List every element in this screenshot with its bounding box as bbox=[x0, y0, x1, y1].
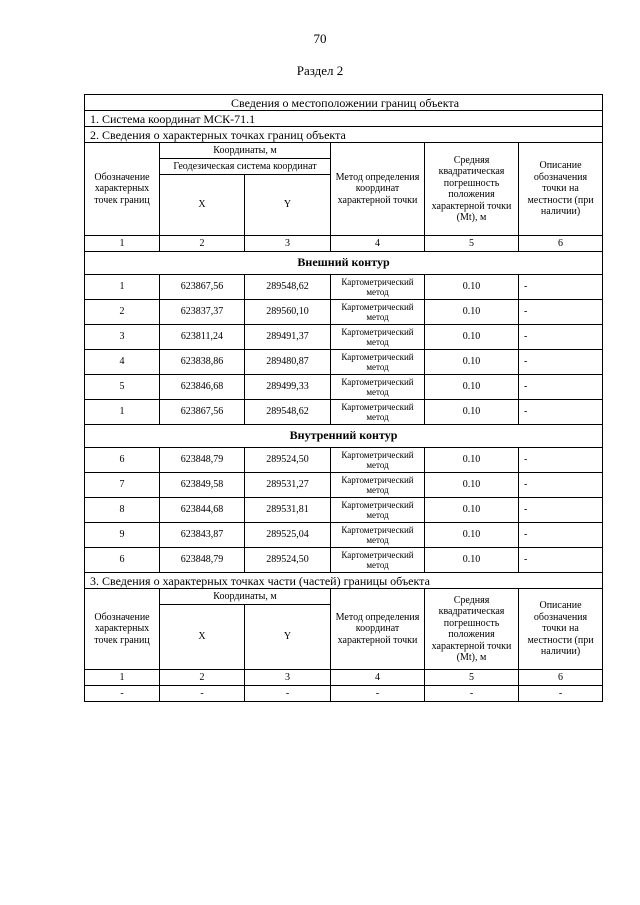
x-coordinate-cell: 623867,56 bbox=[160, 275, 245, 300]
method-cell: Картометрический метод bbox=[331, 375, 425, 400]
table-row bbox=[85, 275, 603, 300]
point-cell: 9 bbox=[85, 523, 160, 548]
parts-heading: 3. Сведения о характерных точках части (частей) границы объекта bbox=[85, 573, 603, 589]
table-row bbox=[85, 300, 603, 325]
accuracy-cell: 0.10 bbox=[425, 548, 519, 573]
empty-cell: - bbox=[425, 686, 519, 702]
column-number: 1 bbox=[85, 670, 160, 686]
description-cell: - bbox=[519, 548, 603, 573]
column-number: 5 bbox=[425, 236, 519, 252]
header-description: Описание обозначения точки на местности (при наличии) bbox=[519, 143, 603, 236]
empty-cell: - bbox=[245, 686, 331, 702]
y-coordinate-cell: 289480,87 bbox=[245, 350, 331, 375]
column-number: 4 bbox=[331, 670, 425, 686]
x-coordinate-cell: 623843,87 bbox=[160, 523, 245, 548]
description-cell: - bbox=[519, 498, 603, 523]
method-cell: Картометрический метод bbox=[331, 523, 425, 548]
table-row bbox=[85, 375, 603, 400]
y-coordinate-cell: 289525,04 bbox=[245, 523, 331, 548]
x-coordinate-cell: 623844,68 bbox=[160, 498, 245, 523]
method-cell: Картометрический метод bbox=[331, 300, 425, 325]
accuracy-cell: 0.10 bbox=[425, 400, 519, 425]
table-row bbox=[85, 350, 603, 375]
y-coordinate-cell: 289531,81 bbox=[245, 498, 331, 523]
table-row bbox=[85, 523, 603, 548]
header-x: X bbox=[160, 605, 245, 670]
accuracy-cell: 0.10 bbox=[425, 300, 519, 325]
x-coordinate-cell: 623838,86 bbox=[160, 350, 245, 375]
outer-contour-label: Внешний контур bbox=[85, 252, 603, 275]
point-cell: 4 bbox=[85, 350, 160, 375]
empty-cell: - bbox=[519, 686, 603, 702]
header-coordinates: Координаты, м bbox=[160, 143, 331, 159]
x-coordinate-cell: 623849,58 bbox=[160, 473, 245, 498]
header-designation: Обозначение характерных точек границ bbox=[85, 143, 160, 236]
accuracy-cell: 0.10 bbox=[425, 473, 519, 498]
description-cell: - bbox=[519, 325, 603, 350]
accuracy-cell: 0.10 bbox=[425, 523, 519, 548]
empty-cell: - bbox=[160, 686, 245, 702]
description-cell: - bbox=[519, 375, 603, 400]
table-row bbox=[85, 548, 603, 573]
point-cell: 6 bbox=[85, 548, 160, 573]
column-number: 3 bbox=[245, 236, 331, 252]
point-cell: 5 bbox=[85, 375, 160, 400]
table-row bbox=[85, 325, 603, 350]
description-cell: - bbox=[519, 523, 603, 548]
header-y: Y bbox=[245, 605, 331, 670]
header-method: Метод определения координат характерной точки bbox=[331, 143, 425, 236]
method-cell: Картометрический метод bbox=[331, 275, 425, 300]
x-coordinate-cell: 623867,56 bbox=[160, 400, 245, 425]
header-x: X bbox=[160, 175, 245, 236]
method-cell: Картометрический метод bbox=[331, 448, 425, 473]
x-coordinate-cell: 623837,37 bbox=[160, 300, 245, 325]
header-method: Метод определения координат характерной точки bbox=[331, 589, 425, 670]
column-number: 4 bbox=[331, 236, 425, 252]
y-coordinate-cell: 289499,33 bbox=[245, 375, 331, 400]
description-cell: - bbox=[519, 350, 603, 375]
header-coordinates: Координаты, м bbox=[160, 589, 331, 605]
method-cell: Картометрический метод bbox=[331, 498, 425, 523]
inner-contour-label: Внутренний контур bbox=[85, 425, 603, 448]
points-heading: 2. Сведения о характерных точках границ объекта bbox=[85, 127, 603, 143]
accuracy-cell: 0.10 bbox=[425, 350, 519, 375]
x-coordinate-cell: 623848,79 bbox=[160, 448, 245, 473]
page-number: 70 bbox=[313, 31, 327, 46]
section-label: Раздел 2 bbox=[296, 63, 344, 78]
method-cell: Картометрический метод bbox=[331, 473, 425, 498]
x-coordinate-cell: 623811,24 bbox=[160, 325, 245, 350]
column-number: 6 bbox=[519, 670, 603, 686]
column-number: 3 bbox=[245, 670, 331, 686]
point-cell: 2 bbox=[85, 300, 160, 325]
boundary-table bbox=[84, 94, 603, 702]
description-cell: - bbox=[519, 275, 603, 300]
empty-cell: - bbox=[85, 686, 160, 702]
column-number: 1 bbox=[85, 236, 160, 252]
header-accuracy: Средняя квадратическая погрешность положения характерной точки (Mt), м bbox=[425, 589, 519, 670]
description-cell: - bbox=[519, 400, 603, 425]
y-coordinate-cell: 289524,50 bbox=[245, 548, 331, 573]
point-cell: 3 bbox=[85, 325, 160, 350]
header-geodetic-system: Геодезическая система координат bbox=[160, 159, 331, 175]
column-number: 6 bbox=[519, 236, 603, 252]
y-coordinate-cell: 289491,37 bbox=[245, 325, 331, 350]
method-cell: Картометрический метод bbox=[331, 350, 425, 375]
header-description: Описание обозначения точки на местности (при наличии) bbox=[519, 589, 603, 670]
x-coordinate-cell: 623846,68 bbox=[160, 375, 245, 400]
method-cell: Картометрический метод bbox=[331, 400, 425, 425]
point-cell: 1 bbox=[85, 400, 160, 425]
accuracy-cell: 0.10 bbox=[425, 448, 519, 473]
table-row bbox=[85, 473, 603, 498]
coordinate-system-line: 1. Система координат МСК-71.1 bbox=[85, 111, 603, 127]
point-cell: 6 bbox=[85, 448, 160, 473]
table-row bbox=[85, 448, 603, 473]
description-cell: - bbox=[519, 473, 603, 498]
method-cell: Картометрический метод bbox=[331, 325, 425, 350]
y-coordinate-cell: 289524,50 bbox=[245, 448, 331, 473]
header-y: Y bbox=[245, 175, 331, 236]
point-cell: 8 bbox=[85, 498, 160, 523]
table-row bbox=[85, 400, 603, 425]
accuracy-cell: 0.10 bbox=[425, 498, 519, 523]
description-cell: - bbox=[519, 300, 603, 325]
y-coordinate-cell: 289548,62 bbox=[245, 275, 331, 300]
column-number: 2 bbox=[160, 236, 245, 252]
y-coordinate-cell: 289548,62 bbox=[245, 400, 331, 425]
column-number: 5 bbox=[425, 670, 519, 686]
description-cell: - bbox=[519, 448, 603, 473]
header-designation: Обозначение характерных точек границ bbox=[85, 589, 160, 670]
y-coordinate-cell: 289560,10 bbox=[245, 300, 331, 325]
accuracy-cell: 0.10 bbox=[425, 325, 519, 350]
point-cell: 1 bbox=[85, 275, 160, 300]
y-coordinate-cell: 289531,27 bbox=[245, 473, 331, 498]
accuracy-cell: 0.10 bbox=[425, 275, 519, 300]
table-title: Сведения о местоположении границ объекта bbox=[85, 95, 603, 111]
empty-cell: - bbox=[331, 686, 425, 702]
header-accuracy: Средняя квадратическая погрешность положения характерной точки (Mt), м bbox=[425, 143, 519, 236]
column-number: 2 bbox=[160, 670, 245, 686]
point-cell: 7 bbox=[85, 473, 160, 498]
table-row bbox=[85, 498, 603, 523]
x-coordinate-cell: 623848,79 bbox=[160, 548, 245, 573]
method-cell: Картометрический метод bbox=[331, 548, 425, 573]
accuracy-cell: 0.10 bbox=[425, 375, 519, 400]
